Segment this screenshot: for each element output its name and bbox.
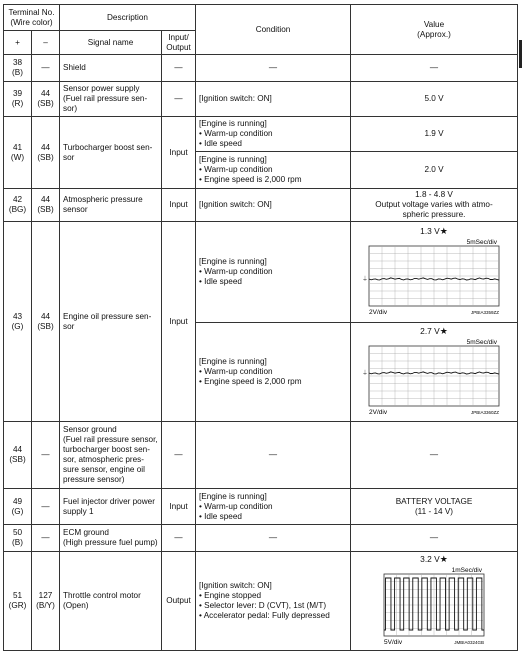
text-line: • Engine speed is 2,000 rpm bbox=[199, 175, 302, 184]
figure-code: JPBIA3359ZZ bbox=[470, 310, 499, 315]
condition bbox=[196, 525, 351, 552]
text-line: [Ignition switch: ON] bbox=[199, 581, 272, 590]
value bbox=[351, 222, 518, 323]
terminal-number: 38 bbox=[12, 58, 23, 67]
signal-name bbox=[60, 222, 162, 422]
minus-terminal: — bbox=[32, 489, 60, 525]
text-line: • Idle speed bbox=[199, 277, 242, 286]
waveform-value bbox=[352, 226, 516, 236]
header-value: Value (Approx.) bbox=[351, 5, 518, 55]
waveform-value bbox=[352, 326, 516, 336]
text-line: sensor bbox=[63, 205, 88, 214]
plus-terminal bbox=[4, 222, 32, 422]
timebase-label: 5mSec/div bbox=[466, 239, 497, 246]
text-line: — bbox=[429, 63, 439, 72]
text-line: — bbox=[268, 533, 278, 542]
signal-name bbox=[60, 422, 162, 489]
wire-color: (B) bbox=[12, 538, 23, 547]
value bbox=[351, 489, 518, 525]
text-line: [Engine is running] bbox=[199, 155, 267, 164]
volt-div-label: 5V/div bbox=[384, 639, 403, 646]
terminal-number: 44 bbox=[40, 89, 51, 98]
text-line: 2.0 V bbox=[424, 165, 444, 174]
plus-terminal bbox=[4, 489, 32, 525]
wire-color: (G) bbox=[11, 506, 24, 516]
minus-terminal: — bbox=[32, 525, 60, 552]
text-line: [Engine is running] bbox=[199, 491, 267, 501]
value bbox=[351, 189, 518, 222]
wire-color: (SB) bbox=[37, 152, 54, 162]
terminal-number: 44 bbox=[12, 445, 23, 454]
terminal-number: 42 bbox=[12, 195, 23, 204]
value bbox=[351, 422, 518, 489]
text-line: — bbox=[268, 63, 278, 72]
wire-color: (SB) bbox=[37, 321, 54, 331]
table-row bbox=[4, 189, 518, 222]
text-line: — bbox=[268, 450, 278, 459]
value bbox=[351, 117, 518, 152]
text-line: sor bbox=[63, 321, 75, 331]
signal-name bbox=[60, 55, 162, 82]
text-line: (Open) bbox=[63, 601, 89, 610]
plus-terminal bbox=[4, 117, 32, 189]
plus-terminal bbox=[4, 525, 32, 552]
plus-terminal bbox=[4, 82, 32, 117]
text-line: — bbox=[429, 450, 439, 459]
text-line: pressure sensor) bbox=[63, 475, 125, 484]
timebase-label: 5mSec/div bbox=[466, 339, 497, 346]
header-input-output: Input/ Output bbox=[162, 31, 196, 55]
text-line: • Accelerator pedal: Fully depressed bbox=[199, 611, 330, 620]
table-row bbox=[4, 422, 518, 489]
table-row bbox=[4, 525, 518, 552]
value bbox=[351, 55, 518, 82]
input-output: Output bbox=[162, 552, 196, 651]
terminal-number: 127 bbox=[38, 591, 53, 600]
header-signal-name: Signal name bbox=[60, 31, 162, 55]
ground-marker: ⏚ bbox=[362, 277, 369, 283]
text-line: [Ignition switch: ON] bbox=[199, 200, 272, 209]
value bbox=[351, 152, 518, 189]
condition bbox=[196, 323, 351, 422]
text-line: Atmospheric pressure bbox=[63, 195, 143, 204]
signal-name bbox=[60, 552, 162, 651]
text-line: sor, atmospheric pres- bbox=[63, 455, 144, 464]
input-output: Input bbox=[162, 117, 196, 189]
wire-color: (SB) bbox=[9, 455, 26, 464]
header-description: Description bbox=[60, 5, 196, 31]
text-line: (Fuel rail pressure sensor, bbox=[63, 435, 158, 444]
input-output: Input bbox=[162, 489, 196, 525]
text-line: [Engine is running] bbox=[199, 257, 267, 266]
value bbox=[351, 82, 518, 117]
text-line: Output voltage varies with atmo- bbox=[375, 200, 493, 209]
header-condition: Condition bbox=[196, 5, 351, 55]
wire-color: (W) bbox=[10, 152, 25, 162]
waveform-value bbox=[352, 554, 516, 564]
value bbox=[351, 552, 518, 651]
terminal-table bbox=[3, 4, 518, 651]
value bbox=[351, 323, 518, 422]
text-line: spheric pressure. bbox=[402, 210, 466, 219]
text-line: • Warm-up condition bbox=[199, 367, 273, 376]
plus-terminal bbox=[4, 189, 32, 222]
minus-terminal bbox=[32, 82, 60, 117]
table-row bbox=[4, 55, 518, 82]
star-icon: ★ bbox=[439, 326, 448, 336]
table-row bbox=[4, 552, 518, 651]
ground-marker: ⏚ bbox=[362, 371, 369, 377]
condition bbox=[196, 222, 351, 323]
text-line: • Engine stopped bbox=[199, 591, 262, 600]
minus-terminal bbox=[32, 552, 60, 651]
text-line: [Ignition switch: ON] bbox=[199, 94, 272, 103]
input-output: Input bbox=[162, 222, 196, 422]
text-line: [Engine is running] bbox=[199, 357, 267, 366]
value bbox=[351, 525, 518, 552]
star-icon: ★ bbox=[439, 554, 448, 564]
text-line: • Warm-up condition bbox=[199, 165, 273, 174]
figure-code: JMBIA0324GB bbox=[454, 640, 484, 645]
minus-terminal bbox=[32, 222, 60, 422]
wire-color: (B/Y) bbox=[36, 601, 55, 610]
table-row bbox=[4, 117, 518, 152]
terminal-number: 51 bbox=[12, 591, 23, 600]
text-line: Sensor power supply bbox=[63, 84, 140, 93]
text-line: (High pressure fuel pump) bbox=[63, 538, 158, 547]
timebase-label: 1mSec/div bbox=[451, 567, 482, 574]
figure-code: JPBIA3360ZZ bbox=[470, 410, 499, 415]
wire-color: (G) bbox=[11, 321, 24, 331]
input-output: — bbox=[162, 525, 196, 552]
table-row bbox=[4, 222, 518, 323]
minus-terminal bbox=[32, 117, 60, 189]
text-line: • Warm-up condition bbox=[199, 129, 273, 138]
oscilloscope-waveform bbox=[359, 336, 509, 418]
condition bbox=[196, 117, 351, 152]
text-line: Shield bbox=[63, 63, 86, 72]
plus-terminal bbox=[4, 422, 32, 489]
text-line: supply 1 bbox=[63, 506, 94, 516]
condition bbox=[196, 55, 351, 82]
text-line: sure sensor, engine oil bbox=[63, 465, 145, 474]
signal-name bbox=[60, 189, 162, 222]
condition bbox=[196, 82, 351, 117]
volt-div-label: 2V/div bbox=[369, 409, 388, 416]
text-line: 5.0 V bbox=[424, 94, 444, 103]
condition bbox=[196, 189, 351, 222]
text-line: BATTERY VOLTAGE bbox=[395, 496, 473, 506]
oscilloscope-waveform bbox=[374, 564, 494, 648]
text-line: 1.9 V bbox=[424, 129, 444, 138]
waveform-voltage: 2.7 V bbox=[420, 326, 440, 336]
minus-terminal bbox=[32, 189, 60, 222]
plus-terminal bbox=[4, 55, 32, 82]
text-line: — bbox=[429, 533, 439, 542]
text-line: sor bbox=[63, 152, 75, 162]
condition bbox=[196, 422, 351, 489]
text-line: 1.8 - 4.8 V bbox=[415, 190, 453, 199]
header-terminal: Terminal No. (Wire color) bbox=[4, 5, 60, 31]
text-line: • Idle speed bbox=[199, 511, 242, 521]
minus-terminal: — bbox=[32, 422, 60, 489]
signal-name bbox=[60, 525, 162, 552]
text-line: (11 - 14 V) bbox=[414, 506, 454, 516]
signal-name bbox=[60, 117, 162, 189]
text-line: (Fuel rail pressure sen- bbox=[63, 94, 148, 103]
wire-color: (BG) bbox=[8, 205, 27, 214]
terminal-number: 44 bbox=[40, 195, 51, 204]
table-row bbox=[4, 82, 518, 117]
text-line: • Idle speed bbox=[199, 139, 242, 148]
table-row bbox=[4, 489, 518, 525]
signal-name bbox=[60, 489, 162, 525]
text-line: • Engine speed is 2,000 rpm bbox=[199, 377, 302, 386]
text-line: Turbocharger boost sen- bbox=[63, 142, 153, 152]
terminal-number: 44 bbox=[40, 142, 51, 152]
text-line: Sensor ground bbox=[63, 425, 117, 434]
terminal-number: 41 bbox=[12, 142, 23, 152]
condition bbox=[196, 152, 351, 189]
input-output: — bbox=[162, 82, 196, 117]
input-output: — bbox=[162, 55, 196, 82]
waveform-voltage: 1.3 V bbox=[420, 226, 440, 236]
text-line: Engine oil pressure sen- bbox=[63, 311, 152, 321]
signal-name bbox=[60, 82, 162, 117]
text-line: • Warm-up condition bbox=[199, 267, 273, 276]
text-line: Fuel injector driver power bbox=[63, 496, 155, 506]
text-line: turbocharger boost sen- bbox=[63, 445, 150, 454]
wire-color: (SB) bbox=[37, 205, 54, 214]
text-line: [Engine is running] bbox=[199, 119, 267, 128]
minus-terminal: — bbox=[32, 55, 60, 82]
terminal-number: 44 bbox=[40, 311, 51, 321]
oscilloscope-waveform bbox=[359, 236, 509, 318]
volt-div-label: 2V/div bbox=[369, 309, 388, 316]
wire-color: (GR) bbox=[8, 601, 27, 610]
text-line: • Warm-up condition bbox=[199, 501, 273, 511]
terminal-number: 39 bbox=[12, 89, 23, 98]
input-output: — bbox=[162, 422, 196, 489]
header-plus: + bbox=[4, 31, 32, 55]
text-line: sor) bbox=[63, 104, 78, 113]
waveform-voltage: 3.2 V bbox=[420, 554, 440, 564]
text-line: Throttle control motor bbox=[63, 591, 141, 600]
input-output: Input bbox=[162, 189, 196, 222]
plus-terminal bbox=[4, 552, 32, 651]
terminal-number: 43 bbox=[12, 311, 23, 321]
text-line: • Selector lever: D (CVT), 1st (M/T) bbox=[199, 601, 327, 610]
wire-color: (B) bbox=[12, 68, 23, 77]
terminal-number: 50 bbox=[12, 528, 23, 537]
header-minus: – bbox=[32, 31, 60, 55]
wire-color: (SB) bbox=[37, 99, 54, 108]
condition bbox=[196, 552, 351, 651]
text-line: ECM ground bbox=[63, 528, 109, 537]
star-icon: ★ bbox=[439, 226, 448, 236]
terminal-number: 49 bbox=[12, 496, 23, 506]
condition bbox=[196, 489, 351, 525]
wire-color: (R) bbox=[11, 99, 24, 108]
